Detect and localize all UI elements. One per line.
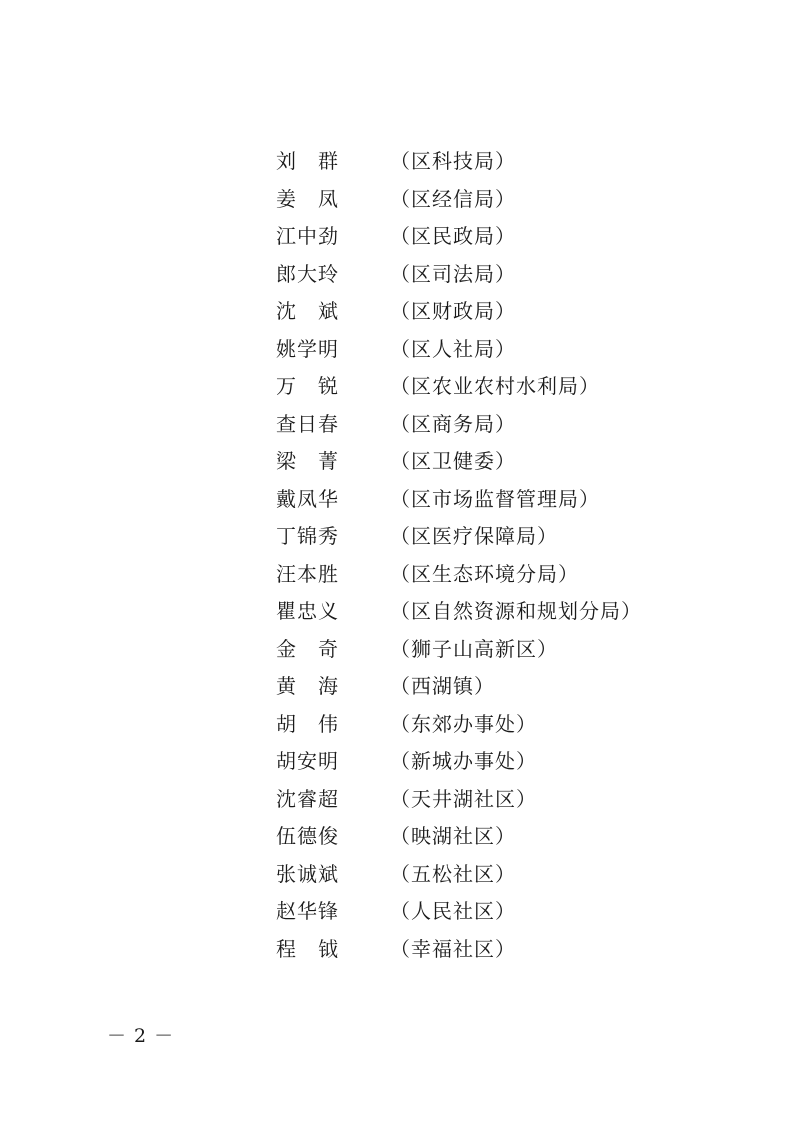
member-row (276, 406, 642, 444)
member-name: 张诚斌 (276, 861, 339, 886)
member-name: 梁 菁 (276, 449, 339, 473)
member-name: 伍德俊 (276, 824, 339, 848)
member-unit: （区生态环境分局） (390, 561, 579, 586)
member-name: 胡 伟 (276, 711, 339, 736)
member-name: 刘 群 (276, 149, 339, 173)
member-unit: （新城办事处） (390, 749, 537, 773)
member-name: 郎大玲 (276, 261, 339, 286)
member-row (276, 443, 642, 481)
member-row (276, 631, 642, 669)
member-unit: （西湖镇） (390, 674, 495, 698)
member-row (276, 368, 642, 406)
member-name: 沈 斌 (276, 299, 339, 323)
member-row (276, 593, 642, 631)
member-name: 姚学明 (276, 336, 339, 361)
page-number: － 2 － (107, 1025, 175, 1047)
member-row (276, 668, 642, 706)
member-unit: （区卫健委） (390, 449, 516, 473)
member-name: 查日春 (276, 411, 339, 436)
member-unit: （人民社区） (390, 899, 516, 923)
member-list (276, 143, 642, 968)
member-name: 丁锦秀 (276, 524, 339, 548)
member-unit: （区人社局） (390, 336, 516, 361)
member-unit: （狮子山高新区） (390, 636, 558, 661)
member-name: 姜 凤 (276, 186, 339, 211)
member-unit: （区民政局） (390, 224, 516, 248)
member-unit: （区财政局） (390, 299, 516, 323)
member-row (276, 181, 642, 219)
member-unit: （区农业农村水利局） (390, 374, 600, 398)
member-unit: （区司法局） (390, 261, 516, 286)
member-row (276, 218, 642, 256)
member-name: 胡安明 (276, 749, 339, 773)
member-name: 瞿忠义 (276, 599, 339, 623)
member-row (276, 518, 642, 556)
member-unit: （东郊办事处） (390, 711, 537, 736)
member-row (276, 481, 642, 519)
member-row (276, 743, 642, 781)
member-row (276, 143, 642, 181)
member-name: 江中劲 (276, 224, 339, 248)
member-unit: （区医疗保障局） (390, 524, 558, 548)
member-row (276, 256, 642, 294)
member-name: 万 锐 (276, 374, 339, 398)
member-row (276, 331, 642, 369)
member-unit: （区市场监督管理局） (390, 486, 600, 511)
member-name: 黄 海 (276, 674, 339, 698)
member-row (276, 293, 642, 331)
member-unit: （区科技局） (390, 149, 516, 173)
member-name: 程 钺 (276, 936, 339, 961)
member-unit: （映湖社区） (390, 824, 516, 848)
member-unit: （幸福社区） (390, 936, 516, 961)
member-row (276, 706, 642, 744)
member-row (276, 818, 642, 856)
member-row (276, 893, 642, 931)
member-row (276, 931, 642, 969)
member-name: 赵华锋 (276, 899, 339, 923)
member-name: 金 奇 (276, 636, 339, 661)
member-row (276, 781, 642, 819)
member-row (276, 856, 642, 894)
member-unit: （区商务局） (390, 411, 516, 436)
member-row (276, 556, 642, 594)
member-unit: （天井湖社区） (390, 786, 537, 811)
member-unit: （区经信局） (390, 186, 516, 211)
member-name: 沈睿超 (276, 786, 339, 811)
member-unit: （区自然资源和规划分局） (390, 599, 642, 623)
member-name: 戴凤华 (276, 486, 339, 511)
member-name: 汪本胜 (276, 561, 339, 586)
member-unit: （五松社区） (390, 861, 516, 886)
